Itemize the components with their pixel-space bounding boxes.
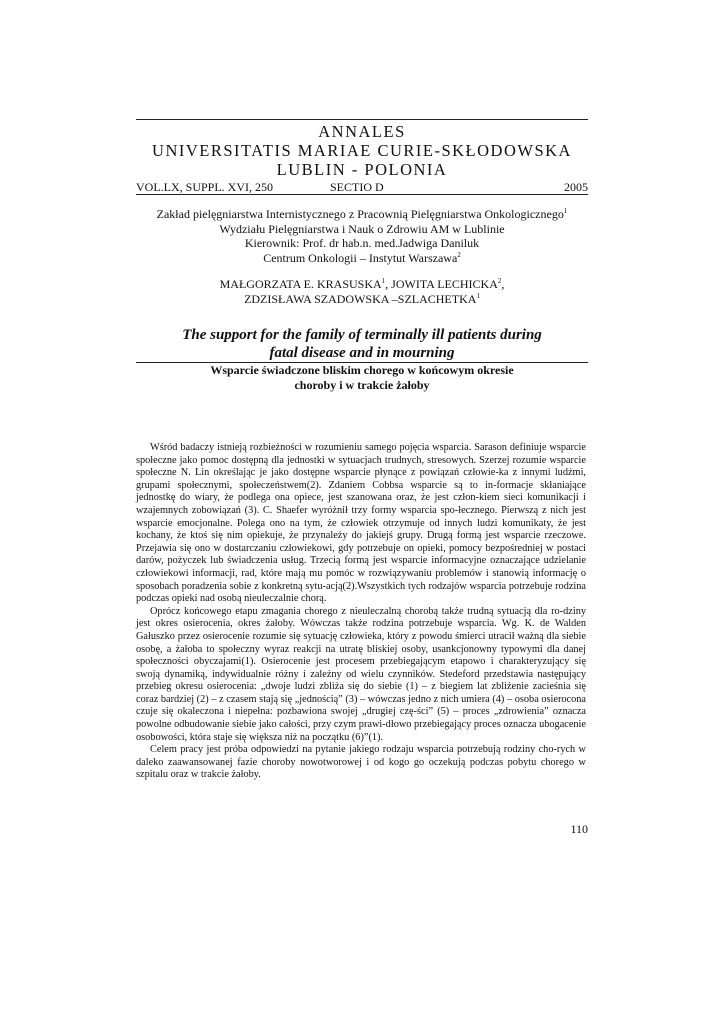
author-name: , JOWITA LECHICKA bbox=[385, 277, 498, 291]
top-rule bbox=[136, 119, 588, 120]
article-title-english: The support for the family of terminally ill patients during fatal disease and in mourning bbox=[182, 327, 542, 361]
body-paragraph: Wśród badaczy istnieją rozbieżności w rozumieniu samego pojęcia wsparcia. Sarason definiuje wsparcie społeczne jako pomoc dostępną dla jednostki w sytuacjach trudnych, stresowych. Szerzej rozumie wsparcie społeczne N. Lin określając je jako dostępne wsparcie płynące z powiązań człowie-ka z innymi ludźmi, grupami społecznymi, społeczeństwem(2). Zdaniem Cobbsa wsparcie są to in-formacje skłaniające jednostkę do wiary, że podlega ona opiece, jest szanowana oraz, że jest człon-kiem sieci komunikacji i wzajemnych zobowiązań (3). C. Shaefer wyróżnił trzy formy wsparcia spo-łecznego. Pierwszą z nich jest wsparcie emocjonalne. Polega ono na tym, że człowiek otrzymuje od innych ludzi komunikaty, że jest kochany, że ktoś się nim opiekuje, że przynależy do jakiejś grupy. Drugą formą jest wsparcie rzeczowe. Przejawia się ono w dostarczaniu człowiekowi, gdy potrzebuje on opieki, pomocy bezpośredniej w postaci darów, pożyczek lub świadczenia usług. Trzecią formą jest wsparcie informacyjne oznaczające udzielanie człowiekowi informacji, rad, które mają mu pomóc w rozwiązywaniu problemów i stanowią informację o sposobach poradzenia sobie z konkretną sytu-acją(2).Wszystkich tych rodzajów wsparcia potrzebuje rodzina podczas opieki nad osobą nieuleczalnie chorą. bbox=[136, 442, 586, 605]
authors-block bbox=[136, 277, 588, 306]
article-body bbox=[136, 442, 586, 782]
body-paragraph: Celem pracy jest próba odpowiedzi na pytanie jakiego rodzaju wsparcia potrzebują rodziny cho-rych w daleko zaawansowanej fazie choroby nowotworowej i od kogo go oczekują podczas pobytu chorego w szpitalu oraz w trakcie żałoby. bbox=[136, 744, 586, 781]
masthead-bottom-rule bbox=[136, 194, 588, 195]
journal-name-line2: UNIVERSITATIS MARIAE CURIE-SKŁODOWSKA bbox=[152, 141, 572, 160]
sectio-label: SECTIO D bbox=[330, 180, 384, 194]
year: 2005 bbox=[564, 180, 588, 194]
author-name: ZDZISŁAWA SZADOWSKA –SZLACHETKA bbox=[244, 291, 477, 306]
affiliation-line2: Wydziału Pielęgniarstwa i Nauk o Zdrowiu AM w Lublinie bbox=[219, 221, 505, 236]
affiliation-block bbox=[136, 207, 588, 265]
authors-line1: MAŁGORZATA E. KRASUSKA$^1$, JOWITA LECHICKA$^2$, bbox=[219, 277, 505, 291]
page-number: 110 bbox=[570, 822, 588, 836]
footnote-mark: 1 bbox=[563, 207, 568, 215]
journal-masthead bbox=[136, 122, 588, 179]
journal-name-line1: ANNALES bbox=[318, 122, 406, 141]
affiliation-line1: Zakład pielęgniarstwa Internistycznego z Pracownią Pielęgniarstwa Onkologicznego$^1$ bbox=[156, 207, 568, 221]
body-paragraph: Oprócz końcowego etapu zmagania chorego z nieuleczalną chorobą także trudną sytuacją dla ro-dziny jest okres osierocenia, okres żałoby. Wówczas także rodzina potrzebuje wsparcia. Wg. K. de Walden Gałuszko przez osierocenie rozumie się sytuację człowieka, który z powodu śmierci utracił ważną dla siebie osobę, a żałoba to społeczny wyraz reakcji na utratę bliskiej osoby, usankcjonowny typowymi dla danej społeczności obyczajami(1). Osierocenie jest procesem przebiegającym etapowo i charakteryzujący się swoją dynamiką, indywidualnie różny i zależny od wielu czynników. Stedeford przedstawia następujący przebieg okresu osierocenia: „dwoje ludzi zbliża się do siebie (1) – z biegiem lat zbliżenie zacieśnia się coraz bardziej (2) – z czasem stają się „jednością” (3) – wówczas jedno z nich umiera (4) – osoba osierocona czuje się okaleczona i niepełna: pozbawiona swojej „drugiej czę-ści” (5) – proces „zdrowienia” oznacza powolne odbudowanie siebie jako całości, przy czym prawi-dłowo przebiegający proces oznacza ubogacenie osobowości, która staje się większa niż na początku (6)”(1). bbox=[136, 605, 586, 743]
authors-line2: ZDZISŁAWA SZADOWSKA –SZLACHETKA$^1$ bbox=[244, 291, 480, 306]
volume-row bbox=[136, 180, 588, 194]
footnote-mark: 2 bbox=[457, 250, 461, 259]
affiliation-line4: Centrum Onkologii – Instytut Warszawa$^2$ bbox=[263, 250, 461, 265]
volume-info: VOL.LX, SUPPL. XVI, 250 bbox=[136, 180, 274, 194]
author-name: MAŁGORZATA E. KRASUSKA bbox=[219, 277, 382, 291]
journal-place: LUBLIN - POLONIA bbox=[276, 160, 448, 179]
article-title-polish: Wsparcie świadczone bliskim chorego w końcowym okresie choroby i w trakcie żałoby bbox=[210, 363, 514, 392]
affiliation-line3: Kierownik: Prof. dr hab.n. med.Jadwiga Daniluk bbox=[244, 236, 480, 250]
